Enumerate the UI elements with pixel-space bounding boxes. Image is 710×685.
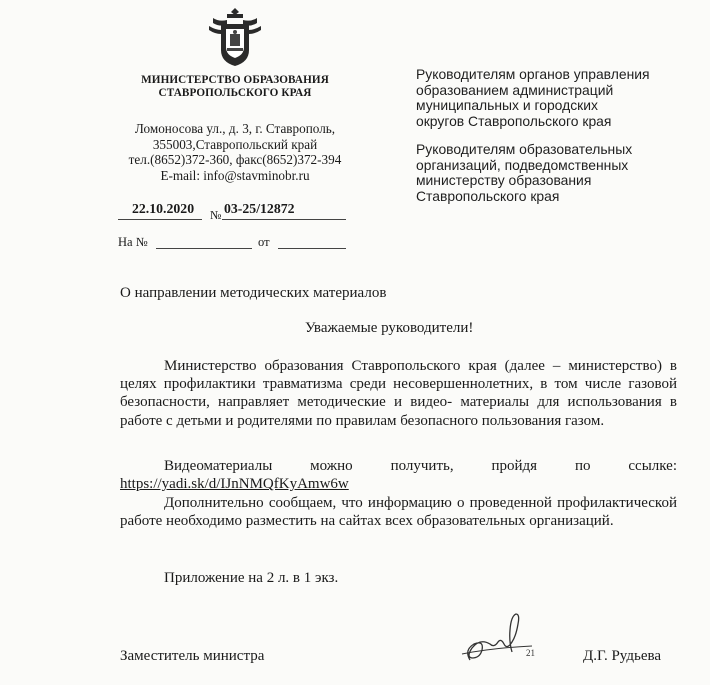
recipient-block-2	[416, 142, 681, 204]
address-postcode: 355003,Ставропольский край	[152, 136, 318, 152]
address-phone-fax: тел.(8652)372-360, факс(8652)372-394	[128, 152, 342, 168]
reply-to-label: На №	[118, 235, 148, 249]
recipient-2-line: организаций, подведомственных	[416, 156, 629, 173]
reply-number-underline	[156, 248, 252, 249]
recipient-1-line: муниципальных и городских	[416, 97, 598, 113]
handwritten-signature	[452, 608, 544, 670]
ministry-title-line1: МИНИСТЕРСТВО ОБРАЗОВАНИЯ	[141, 74, 329, 86]
video-materials-link[interactable]: https://yadi.sk/d/IJnNMQfKyAmw6w	[120, 476, 349, 493]
ministry-title-line2: СТАВРОПОЛЬСКОГО КРАЯ	[158, 87, 312, 99]
coat-of-arms-icon	[205, 6, 265, 68]
address-email: E-mail: info@stavminobr.ru	[160, 167, 310, 183]
letter-number: 03-25/12872	[224, 201, 295, 216]
paragraph-1: Министерство образования Ставропольского края (далее – министерство) в целях профилактики травматизма среди несовершеннолетних, в том числе газовой безопасности, направляет методические и видео- материалы для использования в работе с детьми и родителями по правилам безопасного пользования газом.	[120, 358, 677, 429]
signature-caption: 21	[526, 648, 535, 658]
registration-line	[118, 197, 358, 227]
letter-salutation: Уважаемые руководители!	[305, 320, 474, 336]
letter-date: 22.10.2020	[132, 201, 195, 216]
attachment-note: Приложение на 2 л. в 1 экз.	[164, 570, 339, 586]
recipient-1-line: образованием администраций	[416, 81, 614, 98]
ministry-address	[118, 121, 352, 183]
signer-name: Д.Г. Рудьева	[583, 648, 662, 664]
address-street: Ломоносова ул., д. 3, г. Ставрополь,	[134, 121, 336, 136]
paragraph-2-text: Видеоматериалы можно получить, пройдя по ссылке:	[164, 458, 677, 474]
letter-subject: О направлении методических материалов	[120, 285, 387, 301]
reply-date-underline	[278, 248, 346, 249]
reply-reference-line	[118, 235, 358, 253]
recipient-2-line: Руководителям образовательных	[416, 141, 633, 157]
number-label: №	[210, 208, 222, 222]
ministry-title	[118, 74, 352, 100]
number-underline	[222, 219, 346, 220]
recipient-1-line: округов Ставропольского края	[416, 112, 612, 129]
date-underline	[118, 219, 202, 220]
paragraph-2	[120, 457, 677, 493]
recipient-2-line: Ставропольского края	[416, 187, 560, 204]
recipient-block-1	[416, 67, 681, 129]
recipient-1-line: Руководителям органов управления	[416, 66, 650, 82]
signer-position: Заместитель министра	[120, 648, 265, 664]
paragraph-3: Дополнительно сообщаем, что информацию о проведенной профилактической работе необходимо разместить на сайтах всех образовательных организаций.	[120, 495, 677, 530]
recipient-2-line: министерству образования	[416, 172, 592, 188]
reply-from-label: от	[258, 235, 270, 249]
